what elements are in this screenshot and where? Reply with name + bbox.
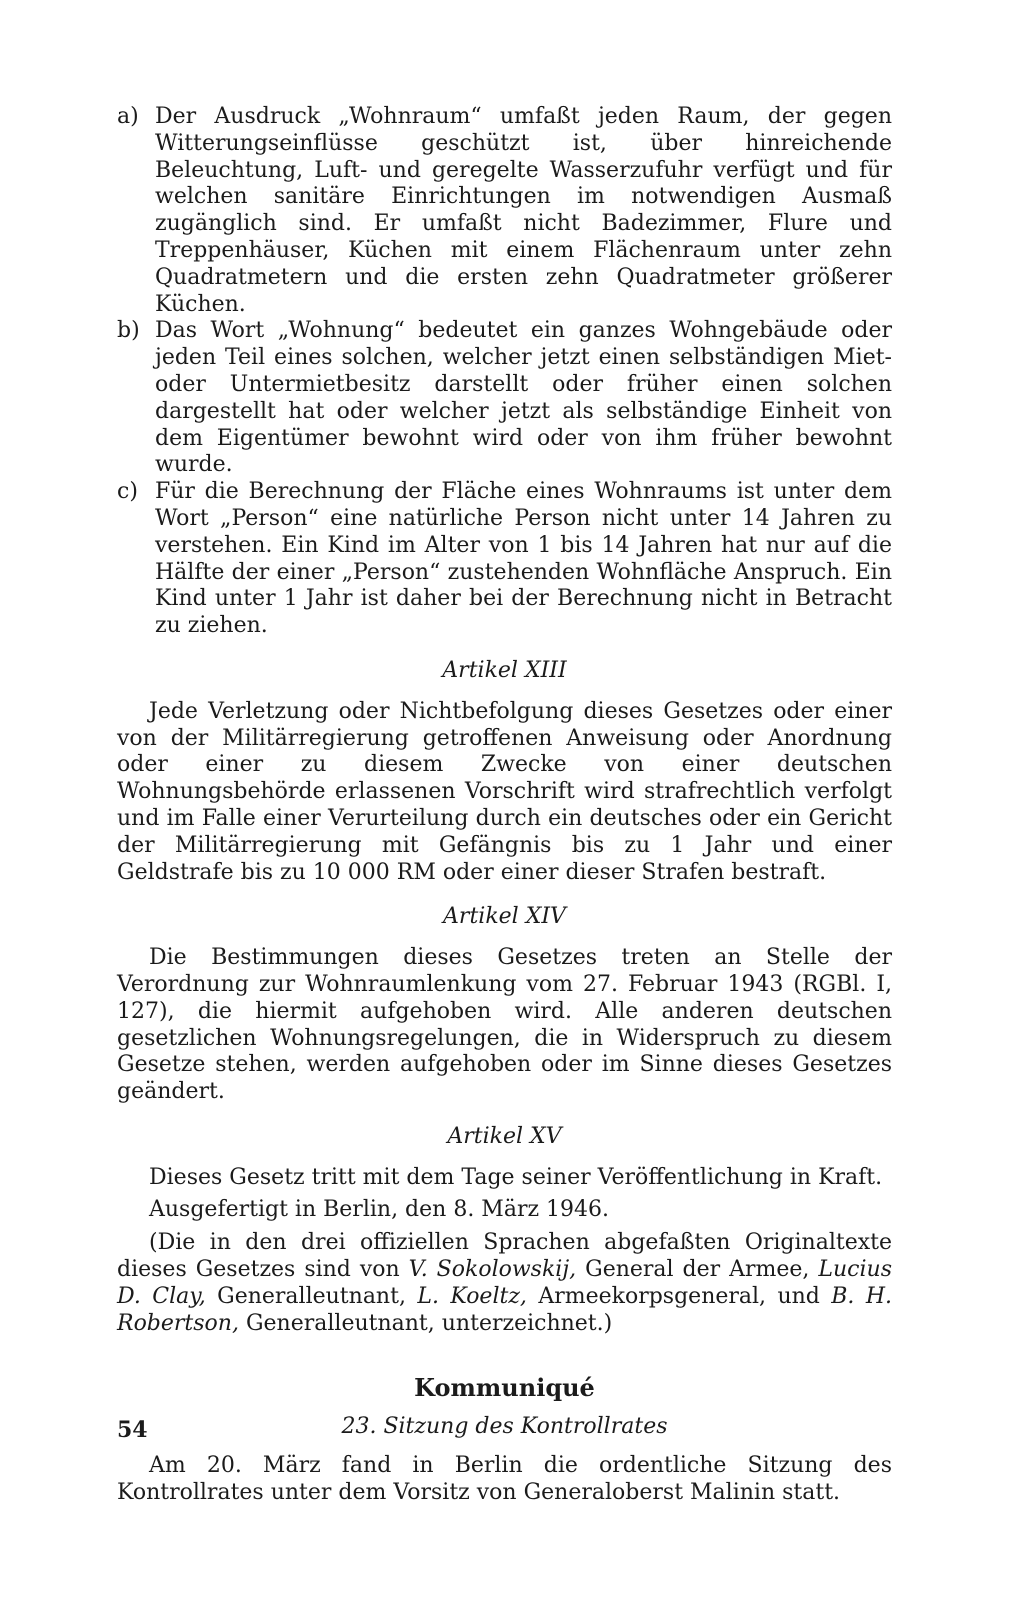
note-text: (Die in den drei offiziellen Sprachen abgefaßten Originaltexte dieses Gesetzes sind von xyxy=(117,1230,892,1283)
signatory-name: Lucius D. Clay, xyxy=(117,1257,892,1309)
communique-title: Kommuniqué xyxy=(414,1373,595,1403)
text-column xyxy=(117,104,892,1507)
article-13-heading: Artikel XIII xyxy=(442,657,567,683)
signatories-note xyxy=(117,1230,892,1337)
signatory-name: L. Koeltz, xyxy=(417,1283,527,1309)
definition-marker: a) xyxy=(117,104,139,129)
definition-marker: c) xyxy=(117,479,138,505)
definition-marker: b) xyxy=(117,318,140,344)
definition-text: Der Ausdruck „Wohnraum“ umfaßt jeden Raum, der gegen Witterungseinflüsse geschützt ist, über hinreichende Beleuchtung, Luft- und geregelte Wasserzufuhr verfügt und für welchen sanitäre Einrichtungen im notwendigen Ausmaß zugänglich sind. Er umfaßt nicht Badezimmer, Flure und Treppenhäuser, Küchen mit einem Flächenraum unter zehn Quadratmetern und die ersten zehn Quadratmeter größerer Küchen. xyxy=(155,104,892,317)
issued-line: Ausgefertigt in Berlin, den 8. März 1946. xyxy=(149,1197,610,1223)
note-text: Generalleutnant, unterzeichnet.) xyxy=(238,1310,613,1336)
note-text: Generalleutnant, xyxy=(205,1283,418,1309)
article-14-text: Die Bestimmungen dieses Gesetzes treten an Stelle der Verordnung zur Wohnraumlenkung vom 27. Februar 1943 (RGBl. I, 127), die hiermit aufgehoben wird. Alle anderen deutschen gesetzlichen Wohnungsregelungen, die in Widerspruch zu diesem Gesetze stehen, werden aufgehoben oder im Sinne dieses Gesetzes geändert. xyxy=(117,945,892,1105)
definition-b xyxy=(117,318,892,479)
signatory-name: B. H. Robertson, xyxy=(117,1283,893,1336)
definition-c xyxy=(117,479,892,640)
communique-text: Am 20. März fand in Berlin die ordentliche Sitzung des Kontrollrates unter dem Vorsitz von Generaloberst Malinin statt. xyxy=(117,1453,892,1505)
article-15-heading: Artikel XV xyxy=(447,1123,562,1149)
communique-subtitle: 23. Sitzung des Kontrollrates xyxy=(341,1414,668,1440)
signatory-name: V. Sokolowskij, xyxy=(408,1257,577,1283)
article-14-heading: Artikel XIV xyxy=(443,904,566,930)
definition-text: Das Wort „Wohnung“ bedeutet ein ganzes Wohngebäude oder jeden Teil eines solchen, welcher jetzt einen selbständigen Miet- oder Untermietbesitz darstellt oder früher einen solchen dargestellt hat oder welcher jetzt als selbständige Einheit von dem Eigentümer bewohnt wird oder von ihm früher bewohnt wurde. xyxy=(155,318,892,478)
article-15-text: Dieses Gesetz tritt mit dem Tage seiner Veröffentlichung in Kraft. xyxy=(149,1164,883,1190)
article-13-text: Jede Verletzung oder Nichtbefolgung dieses Gesetzes oder einer von der Militärregierung getroffenen Anweisung oder Anordnung oder einer zu diesem Zwecke von einer deutschen Wohnungsbehörde erlassenen Vorschrift wird strafrechtlich verfolgt und im Falle einer Verurteilung durch ein deutsches oder ein Gericht der Militärregierung mit Gefängnis bis zu 1 Jahr und einer Geldstrafe bis zu 10 000 RM oder einer dieser Strafen bestraft. xyxy=(117,698,892,885)
note-text: Armeekorpsgeneral, und xyxy=(526,1283,832,1309)
definition-a xyxy=(117,104,892,318)
note-text: General der Armee, xyxy=(576,1257,819,1283)
page-number: 54 xyxy=(117,1417,148,1443)
definition-text: Für die Berechnung der Fläche eines Wohnraums ist unter dem Wort „Person“ eine natürliche Person nicht unter 14 Jahren zu verstehen. Ein Kind im Alter von 1 bis 14 Jahren hat nur auf die Hälfte der einer „Person“ zustehenden Wohnfläche Anspruch. Ein Kind unter 1 Jahr ist daher bei der Berechnung nicht in Betracht zu ziehen. xyxy=(155,479,892,639)
